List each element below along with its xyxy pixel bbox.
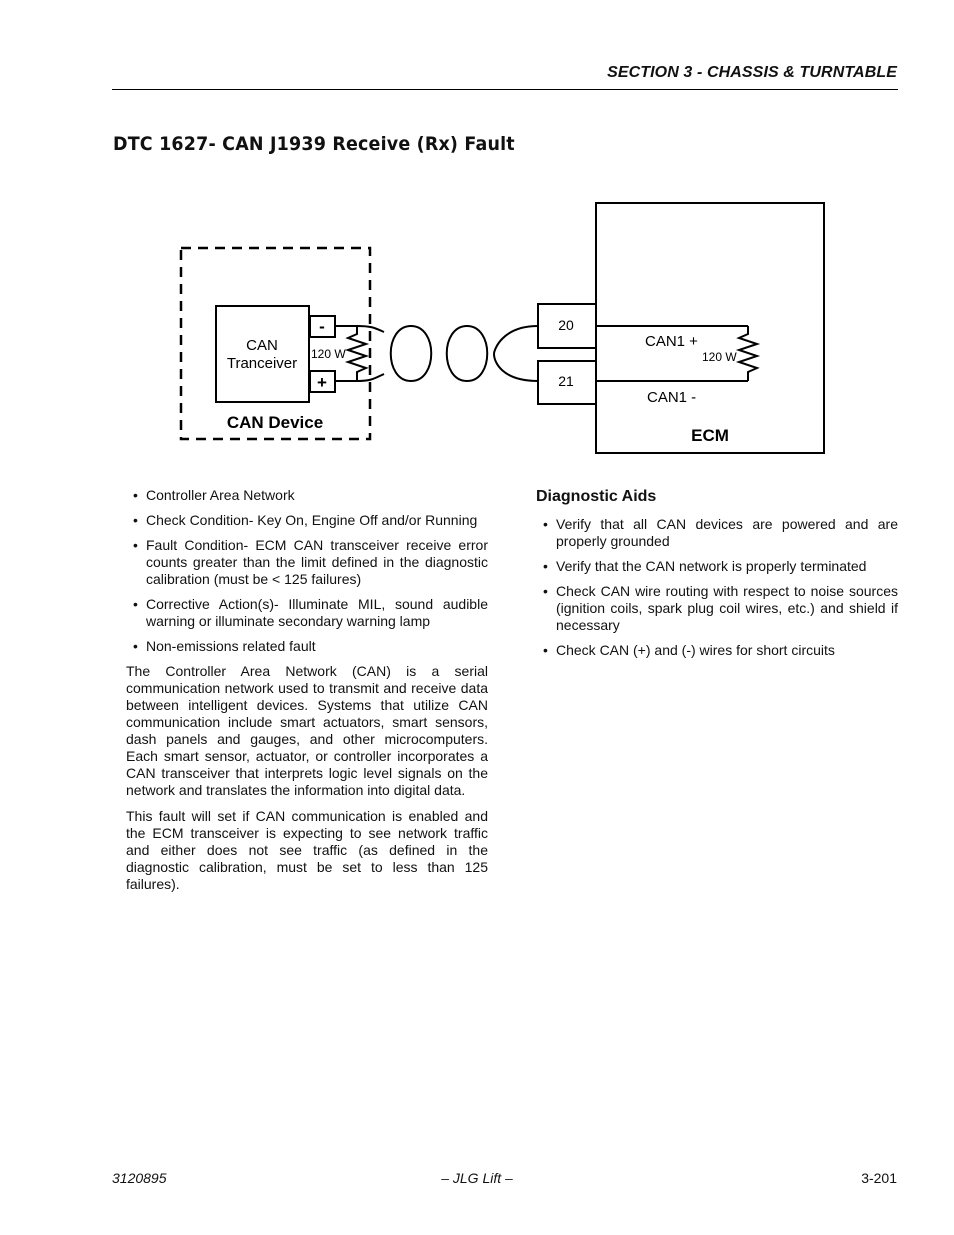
diagnostic-aids-list — [536, 516, 898, 659]
list-item: • Check CAN wire routing with respect to noise sources (ignition coils, spark plug coil wires, etc.) and shield if necessary — [543, 583, 898, 633]
can-minus-label: CAN1 - — [647, 389, 697, 406]
doc-number: 3120895 — [112, 1170, 167, 1186]
pin-20-label: 20 — [558, 317, 574, 333]
can-tranceiver-label-1: CAN — [246, 337, 278, 354]
can-tranceiver-box — [216, 306, 309, 402]
fault-info-list — [126, 487, 488, 655]
twisted-pair-cable — [357, 326, 538, 381]
diagnostic-aids-heading: Diagnostic Aids — [536, 488, 657, 505]
list-item: • Corrective Action(s)- Illuminate MIL, sound audible warning or illuminate secondary warning lamp — [133, 596, 488, 629]
can-plus-label: CAN1 + — [645, 333, 698, 350]
list-item: • Non-emissions related fault — [133, 638, 316, 654]
pin-21-label: 21 — [558, 373, 574, 389]
fault-set-paragraph: This fault will set if CAN communication is enabled and the ECM transceiver is expecting to see network traffic and either does not see traffic (as defined in the diagnostic calibration, must be set to less than 125 failures). — [126, 808, 488, 892]
can-device-label: CAN Device — [226, 413, 324, 432]
minus-terminal-label: - — [319, 317, 325, 336]
list-item: • Fault Condition- ECM CAN transceiver receive error counts greater than the limit defined in the diagnostic calibration (must be < 125 failures) — [133, 537, 488, 587]
list-item: • Controller Area Network — [133, 487, 295, 503]
list-item: • Check CAN (+) and (-) wires for short circuits — [543, 642, 835, 658]
left-resistor-label: 120 W — [311, 347, 346, 361]
can-description-paragraph: The Controller Area Network (CAN) is a serial communication network used to transmit and receive data between intelligent devices. Systems that utilize CAN communication include smart actuators, smart sensors, dash panels and gauges, and other microcomputers. Each smart sensor, actuator, or controller incorporates a CAN transceiver that interprets logic level signals on the network and translates the information into digital data. — [126, 663, 488, 798]
can-wiring-diagram — [0, 0, 954, 480]
page-number: 3-201 — [861, 1170, 897, 1186]
list-item: • Verify that the CAN network is properly terminated — [543, 558, 867, 574]
right-resistor-label: 120 W — [702, 350, 737, 364]
plus-terminal-label: + — [317, 373, 327, 392]
can-tranceiver-label-2: Tranceiver — [226, 355, 298, 372]
list-item: • Verify that all CAN devices are powered and are properly grounded — [543, 516, 898, 549]
list-item: • Check Condition- Key On, Engine Off and/or Running — [133, 512, 478, 528]
left-resistor — [348, 326, 366, 381]
ecm-box — [596, 203, 824, 453]
section-title: SECTION 3 - CHASSIS & TURNTABLE — [607, 64, 897, 81]
ecm-label: ECM — [691, 426, 729, 445]
page-title: DTC 1627- CAN J1939 Receive (Rx) Fault — [113, 133, 515, 155]
footer-brand: – JLG Lift – — [441, 1170, 513, 1186]
right-resistor — [739, 326, 757, 381]
right-column — [536, 487, 898, 667]
left-column — [126, 487, 488, 902]
